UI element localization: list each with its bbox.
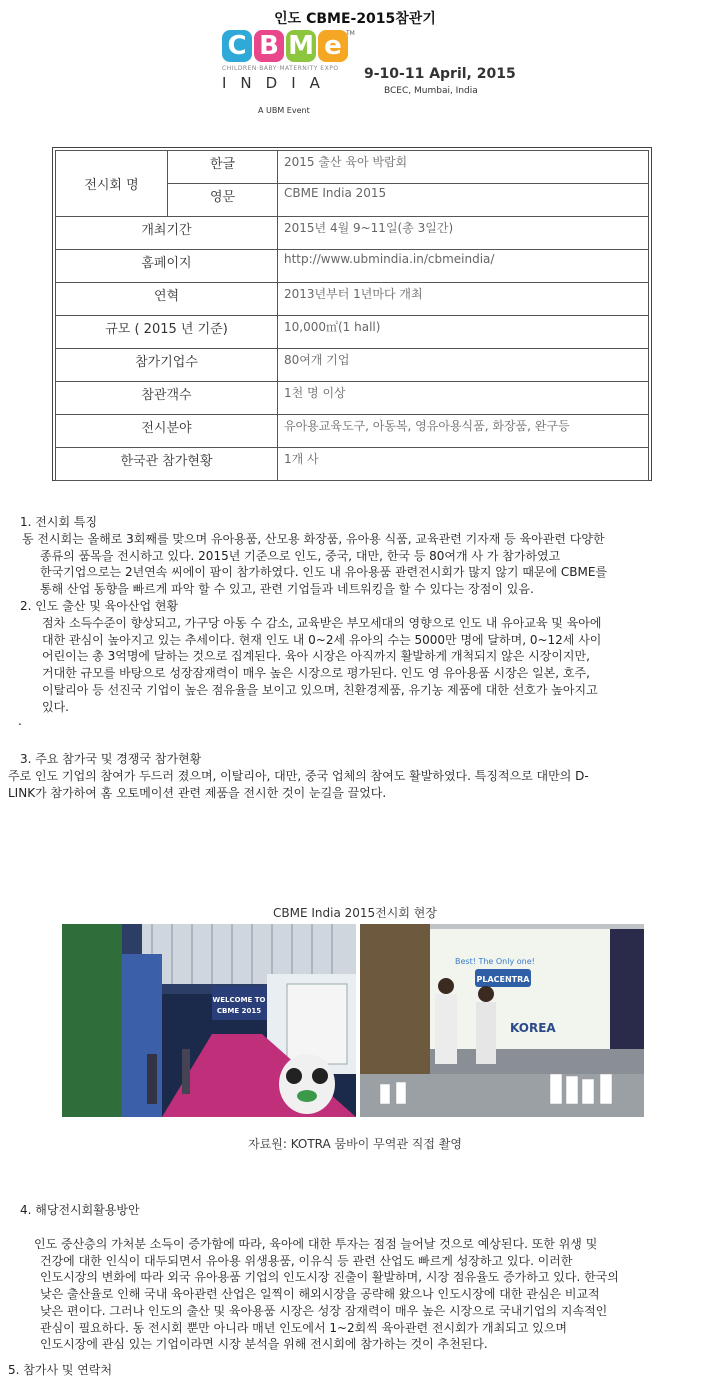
booth-sign-korea: KOREA <box>510 1021 556 1035</box>
paragraph-line: 낮은 출산율로 인해 국내 육아관련 산업은 일찍이 해외시장을 공략해 왔으나 인도시장에 대한 관심은 비교적 <box>40 1287 600 1302</box>
logo-letter-e: e <box>318 30 348 62</box>
section-participating-countries <box>0 751 710 801</box>
table-row <box>56 217 649 250</box>
paragraph-line: 인도 중산층의 가처분 소득이 증가함에 따라, 육아에 대한 투자는 점점 늘어날 것으로 예상된다. 또한 위생 및 <box>34 1237 598 1251</box>
cbme-logo <box>222 30 355 118</box>
paragraph-line: 종류의 품목을 전시하고 있다. 2015년 기준으로 인도, 중국, 대만, 한국 등 80여개 사 가 참가하였고 <box>40 548 561 563</box>
event-venue: BCEC, Mumbai, India <box>384 86 478 96</box>
event-dates: 9-10-11 April, 2015 <box>364 66 516 82</box>
table-value-exhibitors: 80여개 기업 <box>278 349 649 382</box>
logo-letter-c: C <box>222 30 252 62</box>
svg-text:WELCOME TO: WELCOME TO <box>212 996 266 1004</box>
expo-entrance-illustration <box>62 924 356 1117</box>
table-row <box>56 250 649 283</box>
table-label-homepage: 홈페이지 <box>56 250 278 283</box>
section-exhibition-features <box>0 514 710 598</box>
table-label-english: 영문 <box>168 184 278 217</box>
booth-sign-tagline: Best! The Only one! <box>455 957 535 966</box>
table-value-history: 2013년부터 1년마다 개최 <box>278 283 649 316</box>
table-value-english-name: CBME India 2015 <box>278 184 649 217</box>
paragraph-line: LINK가 참가하여 홈 오토메이션 관련 제품을 전시한 것이 눈길을 끌었다. <box>8 785 387 800</box>
table-value-visitors: 1천 명 이상 <box>278 382 649 415</box>
paragraph-line: 거대한 규모를 바탕으로 성장잠재력이 매우 높은 시장으로 평가된다. 인도 영 유아용품 시장은 일본, 호주, <box>42 666 590 681</box>
section-heading: 2. 인도 출산 및 육아산업 현황 <box>20 599 179 613</box>
logo-letter-m: M <box>286 30 316 62</box>
booth-sign-brand: PLACENTRA <box>476 975 530 984</box>
table-value-scale: 10,000㎡(1 hall) <box>278 316 649 349</box>
paragraph-line: 동 전시회는 올해로 3회째를 맞으며 유아용품, 산모용 화장품, 유아용 식품, 교육관련 기자재 등 육아관련 다양한 <box>22 532 605 546</box>
paragraph-line: 점차 소득수준이 향상되고, 가구당 아동 수 감소, 교육받은 부모세대의 영향으로 인도 내 유아교육 및 육아에 <box>42 616 602 630</box>
paragraph-line: 있다. <box>42 699 69 714</box>
table-label-fields: 전시분야 <box>56 415 278 448</box>
table-value-korea-pavilion: 1개 사 <box>278 448 649 481</box>
logo-letter-b: B <box>254 30 284 62</box>
table-value-fields: 유아용교육도구, 아동복, 영유아용식품, 화장품, 완구등 <box>278 415 649 448</box>
section-utilization-plan <box>0 1202 710 1219</box>
table-row <box>56 382 649 415</box>
table-row <box>56 448 649 481</box>
table-value-period: 2015년 4월 9~11일(총 3일간) <box>278 217 649 250</box>
section-utilization-body <box>0 1236 710 1353</box>
section-heading: 3. 주요 참가국 및 경쟁국 참가현황 <box>20 752 202 766</box>
expo-entrance-photo <box>62 924 356 1117</box>
logo-trademark: TM <box>346 30 355 37</box>
photo-source: 자료원: KOTRA 뭄바이 무역관 직접 촬영 <box>248 1137 462 1151</box>
paragraph-line: 인도시장에 관심 있는 기업이라면 시장 분석을 위해 전시회에 참가하는 것이 추천된다. <box>40 1337 488 1352</box>
table-row <box>56 349 649 382</box>
stray-dot: . <box>18 714 22 729</box>
table-label-visitors: 참관객수 <box>56 382 278 415</box>
section-birth-childcare-industry <box>0 598 710 727</box>
paragraph-line: 건강에 대한 인식이 대두되면서 유아용 위생용품, 이유식 등 관련 산업도 빠르게 성장하고 있다. 이러한 <box>40 1253 573 1268</box>
table-label-exhibitors: 참가기업수 <box>56 349 278 382</box>
table-row <box>56 151 649 184</box>
table-value-homepage: http://www.ubmindia.in/cbmeindia/ <box>278 250 649 283</box>
table-label-period: 개최기간 <box>56 217 278 250</box>
table-label-history: 연혁 <box>56 283 278 316</box>
paragraph-line: 대한 관심이 높아지고 있는 추세이다. 현재 인도 내 0~2세 유아의 수는 5000만 명에 달하며, 0~12세 사이 <box>42 632 602 647</box>
section-heading: 5. 참가사 및 연락처 <box>8 1363 113 1377</box>
logo-ubm-tagline: A UBM Event <box>258 106 310 115</box>
table-row <box>56 316 649 349</box>
paragraph-line: 관심이 필요하다. 동 전시회 뿐만 아니라 매년 인도에서 1~2회씩 육아관련 전시회가 개최되고 있으며 <box>40 1320 568 1335</box>
paragraph-line: 주로 인도 기업의 참여가 두드러 졌으며, 이탈리아, 대만, 중국 업체의 참여도 활발하였다. 특징적으로 대만의 D- <box>8 769 589 783</box>
logo-letters <box>222 30 352 62</box>
section-heading: 1. 전시회 특징 <box>20 515 98 529</box>
table-value-korean-name: 2015 출산 육아 박람회 <box>278 151 649 184</box>
paragraph-line: 인도시장의 변화에 따라 외국 유아용품 기업의 인도시장 진출이 활발하며, 시장 점유율도 증가하고 있다. 한국의 <box>40 1270 619 1285</box>
exhibition-booth-photo <box>360 924 644 1117</box>
exhibition-booth-illustration <box>360 924 644 1117</box>
paragraph-line: 어린이는 총 3억명에 달하는 것으로 집계된다. 육아 시장은 아직까지 활발하게 개척되지 않은 시장이지만, <box>42 649 590 664</box>
section-participants-contacts <box>0 1362 710 1379</box>
paragraph-line: 통해 산업 동향을 빠르게 파악 할 수 있고, 관련 기업들과 네트워킹을 할 수 있다는 장점이 있음. <box>40 582 534 597</box>
svg-text:CBME 2015: CBME 2015 <box>216 1007 262 1015</box>
page-title: 인도 CBME-2015참관기 <box>274 11 436 27</box>
table-row <box>56 283 649 316</box>
table-label-korea-pavilion: 한국관 참가현황 <box>56 448 278 481</box>
photo-caption: CBME India 2015전시회 현장 <box>273 906 437 920</box>
table-label-exhibition-name: 전시회 명 <box>56 151 168 217</box>
paragraph-line: 한국기업으로는 2년연속 씨에이 팜이 참가하였다. 인도 내 유아용품 관련전시회가 많지 않기 때문에 CBME를 <box>40 565 608 580</box>
paragraph-line: 이탈리아 등 선진국 기업이 높은 점유율을 보이고 있으며, 친환경제품, 유기농 제품에 대한 선호가 높아지고 <box>42 682 598 697</box>
section-heading: 4. 해당전시회활용방안 <box>20 1203 140 1217</box>
table-label-korean: 한글 <box>168 151 278 184</box>
table-label-scale: 규모 ( 2015 년 기준) <box>56 316 278 349</box>
paragraph-line: 낮은 편이다. 그러나 인도의 출산 및 육아용품 시장은 성장 잠재력이 매우 높은 시장으로 국내기업의 지속적인 <box>40 1303 608 1318</box>
exhibition-info-table <box>52 147 652 481</box>
logo-subtitle: CHILDREN·BABY·MATERNITY EXPO <box>222 65 339 72</box>
logo-country: INDIA <box>222 74 334 92</box>
table-row <box>56 415 649 448</box>
